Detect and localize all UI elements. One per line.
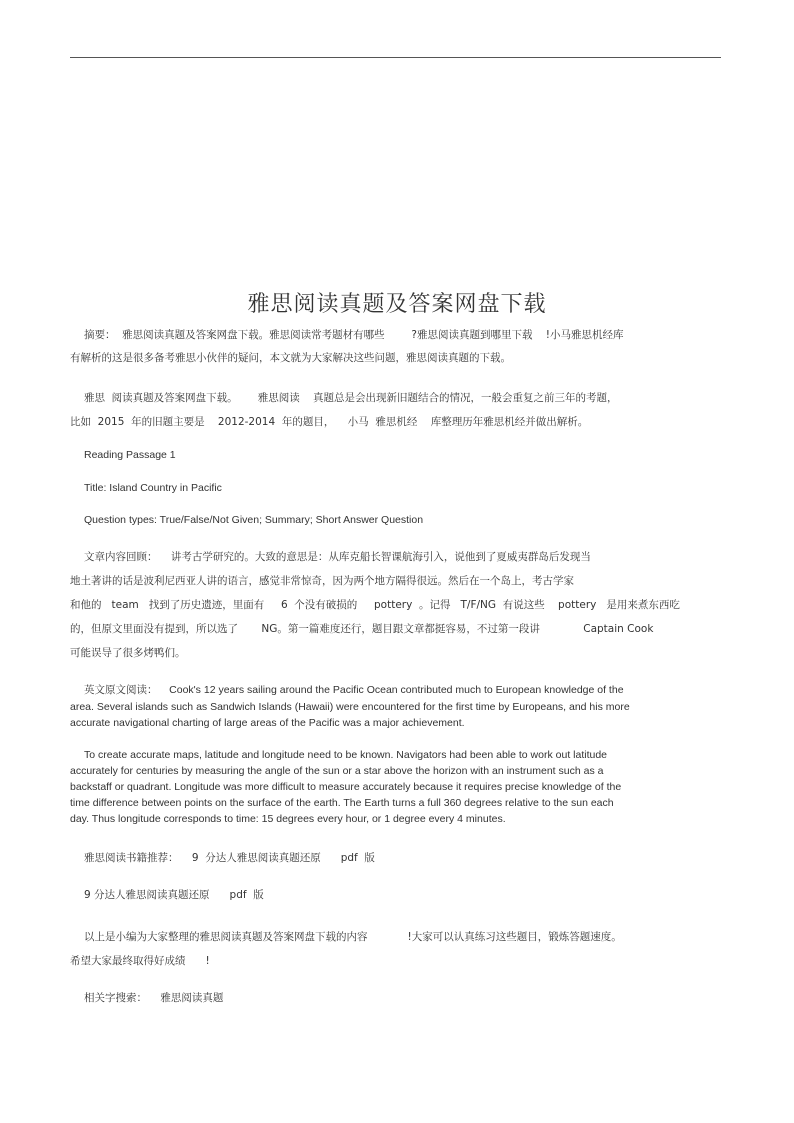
intro-line-2: 比如 2015 年的旧题主要是 2012-2014 年的题目， 小马 雅思机经 库整理历年雅思机经并做出解析。 [70, 416, 589, 428]
review-line-4: 的，但原文里面没有提到，所以选了 NG。第一篇难度还行，题目跟文章都挺容易，不过第一段讲 Captain Cook [70, 623, 654, 635]
review-paragraph [70, 549, 725, 660]
original-paragraph [70, 682, 725, 729]
summary-paragraph [70, 327, 725, 365]
header-rule [70, 57, 721, 58]
para2-line-3: backstaff or quadrant. Longitude was more difficult to measure accurately because it requires precise knowledge of the [70, 781, 622, 793]
passage-label: Reading Passage 1 [84, 449, 176, 461]
review-line-2: 地土著讲的话是波利尼西亚人讲的语言，感觉非常惊奇，因为两个地方隔得很远。然后在一个岛上，考古学家 [70, 575, 574, 587]
para2-line-5: day. Thus longitude corresponds to time: 15 degrees every hour, or 1 degree every 4 minutes. [70, 813, 506, 825]
question-types: Question types: True/False/Not Given; Summary; Short Answer Question [84, 514, 424, 526]
intro-paragraph [70, 390, 725, 429]
para2-line-2: accurately for centuries by measuring the angle of the sun or a star above the horizon with an instrument such as a [70, 765, 604, 777]
passage-paragraph-2 [70, 749, 725, 825]
closing-line-2: 希望大家最终取得好成绩 ! [70, 955, 210, 967]
closing-line-1: 以上是小编为大家整理的雅思阅读真题及答案网盘下载的内容 !大家可以认真练习这些题目，锻炼答题速度。 [84, 931, 622, 943]
para2-line-4: time difference between points on the surface of the earth. The Earth turns a full 360 degrees relative to the sun each [70, 797, 614, 809]
intro-line-1: 雅思 阅读真题及答案网盘下载。 雅思阅读 真题总是会出现新旧题结合的情况，一般会重复之前三年的考题， [84, 392, 618, 404]
review-line-5: 可能误导了很多烤鸭们。 [70, 647, 186, 659]
related-keywords: 相关字搜索： 雅思阅读真题 [84, 992, 224, 1004]
original-line-2: area. Several islands such as Sandwich Islands (Hawaii) were encountered for the first time by Europeans, and his more [70, 701, 630, 713]
original-line-3: accurate navigational charting of large areas of the Pacific was a major achievement. [70, 717, 465, 729]
original-line-1: 英文原文阅读： Cook's 12 years sailing around the Pacific Ocean contributed much to European knowledge of the [84, 684, 624, 696]
review-line-3: 和他的 team 找到了历史遗迹，里面有 6 个没有破损的 pottery 。记得 T/F/NG 有说这些 pottery 是用来煮东西吃 [70, 599, 680, 611]
summary-line-1: 摘要： 雅思阅读真题及答案网盘下载。雅思阅读常考题材有哪些 ?雅思阅读真题到哪里下载 !小马雅思机经库 [84, 329, 624, 341]
passage-title: Title: Island Country in Pacific [84, 482, 222, 494]
book-recommendation: 雅思阅读书籍推荐： 9 分达人雅思阅读真题还原 pdf 版 [84, 852, 375, 864]
closing-paragraph [70, 929, 725, 968]
book-recommendation-2: 9 分达人雅思阅读真题还原 pdf 版 [84, 889, 264, 901]
para2-line-1: To create accurate maps, latitude and longitude need to be known. Navigators had been able to work out latitude [84, 749, 608, 761]
document-title: 雅思阅读真题及答案网盘下载 [247, 292, 547, 317]
review-line-1: 文章内容回顾： 讲考古学研究的。大致的意思是：从库克船长智课航海引入，说他到了夏威夷群岛后发现当 [84, 551, 591, 563]
summary-line-2: 有解析的这是很多备考雅思小伙伴的疑问，本文就为大家解决这些问题，雅思阅读真题的下载。 [70, 352, 511, 364]
